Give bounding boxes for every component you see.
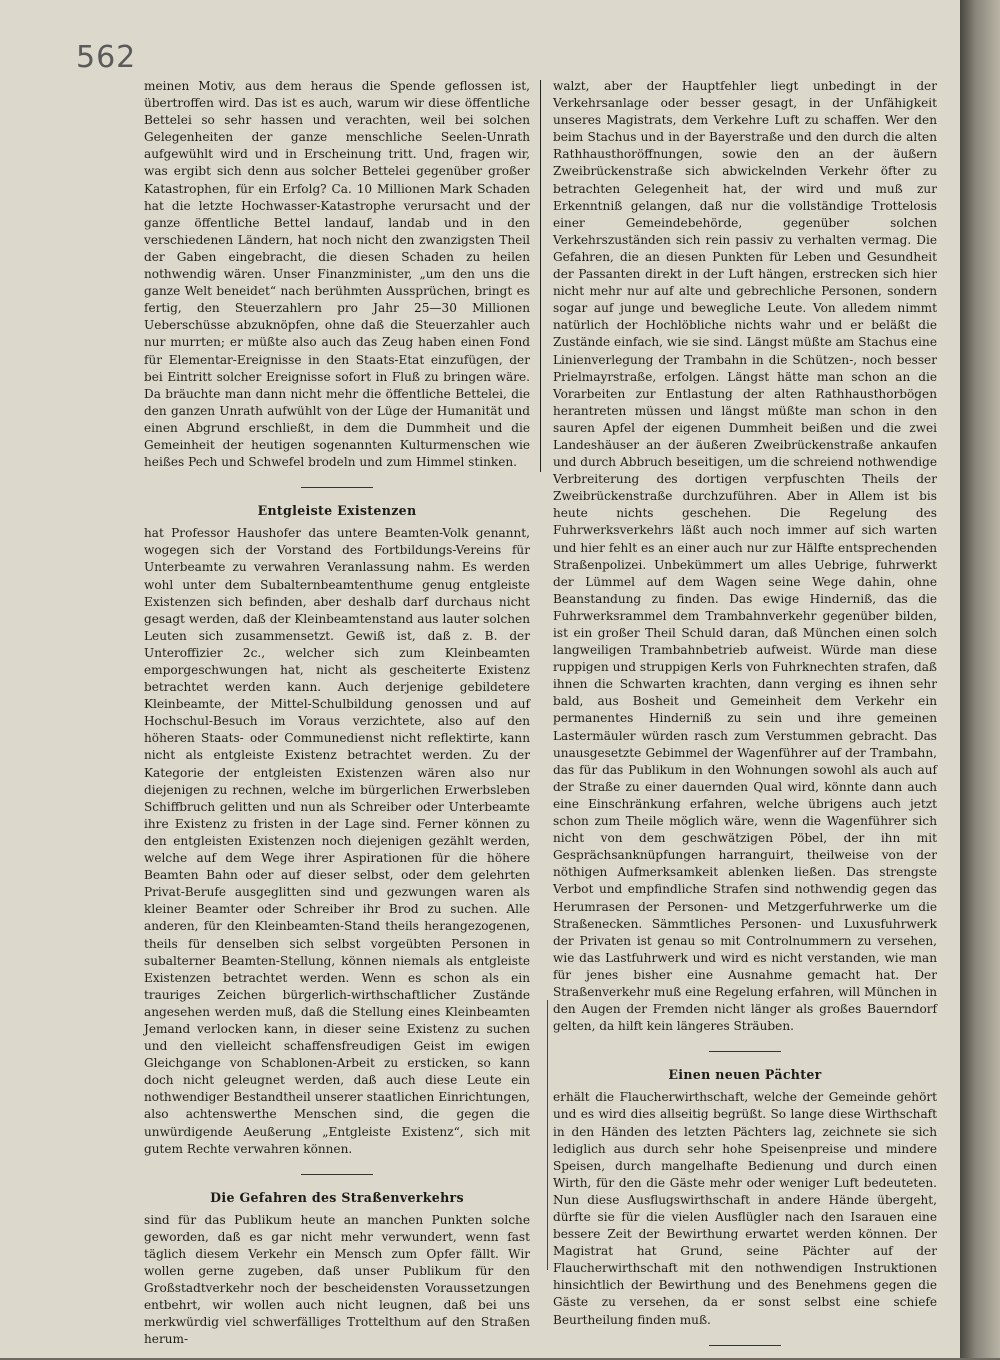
section-divider — [301, 487, 373, 488]
column-rule — [547, 1000, 548, 1270]
article-heading-gefahren-strassenverkehr: Die Gefahren des Straßenverkehrs — [210, 1189, 464, 1205]
section-divider — [709, 1051, 781, 1052]
page-number: 562 — [76, 40, 137, 75]
section-divider — [709, 1345, 781, 1346]
article-heading-entgleiste-existenzen: Entgleiste Existenzen — [257, 503, 417, 519]
intro-paragraph: meinen Motiv, aus dem heraus die Spende geflossen ist, übertroffen wird. Das ist es auch, warum wir diese öffentliche Bettelei so sehr hassen und verachten, weil bei solchen Gelegenheiten der ganze menschliche Seelen-Unrath aufgewühlt wird und in Erscheinung tritt. Und, fragen wir, was ergibt sich denn aus solcher Bettelei gegenüber großer Katastrophen, für ein Erfolg? Ca. 10 Millionen Mark Schaden hat die letzte Hochwasser-Katastrophe verursacht und der ganze öffentliche Bettel landauf, landab und in den verschiedenen Ländern, hat noch nicht den zwanzigsten Theil der Gaben eingebracht, die diesen Schaden zu heilen nothwendig wären. Unser Finanzminister, „um den uns die ganze Welt beneidet“ nach berühmten Aussprüchen, bringt es fertig, den Steuerzahlern pro Jahr 25—30 Millionen Ueberschüsse abzuknöpfen, ohne daß die Steuerzahler auch nur murrten; er müßte also auch das Zeug haben einen Fond für Elementar-Ereignisse in den Staats-Etat einzufügen, der bei Eintritt solcher Ereignisse sofort in Fluß zu bringen wäre. Da bräuchte man dann nicht mehr die öffentliche Bettelei, die den ganzen Unrath aufwühlt von der Lüge der Humanität und einen Abgrund erschließt, in dem die Dummheit und die Gemeinheit der heutigen sogenannten Kulturmenschen wie heißes Pech und Schwefel brodeln und zum Himmel stinken. — [144, 79, 530, 470]
article-heading-neuer-paechter: Einen neuen Pächter — [668, 1067, 822, 1083]
article-text-neuer-paechter: erhält die Flaucherwirthschaft, welche der Gemeinde gehört und es wird dies allseitig begrüßt. So lange diese Wirthschaft in den Händen des letzten Pächters lag, zeichnete sie sich lediglich aus durch sehr hohe Speisenpreise und mindere Speisen, durch mangelhafte Bedienung und durch einen Wirth, für den die Gäste mehr oder weniger Luft bedeuteten. Nun diese Ausflugswirthschaft in andere Hände übergeht, dürfte sie für die vielen Ausflügler nach den Isarauen eine bessere Zeit der Bewirthung erwartet werden können. Der Magistrat hat Grund, seine Pächter auf der Flaucherwirthschaft mit den nothwendigen Instruktionen hinsichtlich der Bewirthung und des Benehmens gegen die Gäste zu versehen, da er sonst selbst eine schiefe Beurtheilung finden muß. — [553, 1090, 937, 1327]
section-divider — [301, 1174, 373, 1175]
right-column — [553, 78, 937, 1360]
article-text-entgleiste-existenzen: hat Professor Haushofer das untere Beamten-Volk genannt, wogegen sich der Vorstand des Fortbildungs-Vereins für Unterbeamte zu verwahren Veranlassung nahm. Es werden wohl unter dem Subalternbeamtenthume genug entgleiste Existenzen sich befinden, aber deshalb darf durchaus nicht gesagt werden, daß der Kleinbeamtenstand aus lauter solchen Leuten sich zusammensetzt. Gewiß ist, daß z. B. der Unteroffizier 2c., welcher sich zum Kleinbeamten emporgeschwungen hat, nicht als gescheiterte Existenz betrachtet werden kann. Auch derjenige gebildetere Kleinbeamte, der Mittel-Schulbildung genossen und auf Hochschul-Besuch im Voraus verzichtete, also auf den höheren Staats- oder Communedienst nicht reflektirte, kann nicht als entgleiste Existenz betrachtet werden. Zu der Kategorie der entgleisten Existenzen wären also nur diejenigen zu rechnen, welche im bürgerlichen Erwerbsleben Schiffbruch gelitten und nun als Schreiber oder Unterbeamte ihre Existenz zu fristen in der Lage sind. Ferner können zu den entgleisten Existenzen noch diejenigen gezählt werden, welche auf dem Wege ihrer Aspirationen für die höhere Beamten Bahn oder auf dieser selbst, oder dem gelehrten Privat-Berufe ausgeglitten sind und gezwungen waren als kleiner Beamter oder Schreiber ihr Brod zu suchen. Alle anderen, für den Kleinbeamten-Stand theils herangezogenen, theils für denselben sich selbst vorgeübten Personen in subalterner Beamten-Stellung, können niemals als entgleiste Existenzen betrachtet werden. Wenn es schon als ein trauriges Zeichen bürgerlich-wirthschaftlicher Zustände angesehen werden muß, daß die Stellung eines Kleinbeamten Jemand verlocken kann, in dieser seine Existenz zu suchen und den vielleicht schaffensfreudigen Geist im ewigen Gleichgange von Schablonen-Arbeit zu ersticken, so kann doch nicht geleugnet werden, daß auch diese Leute ein nothwendiger Bestandtheil unserer staatlichen Einrichtungen, also achtenswerthe Menschen sind, die gegen die unwürdigende Aeußerung „Entgleiste Existenz“, sich mit gutem Rechte verwahren können. — [144, 526, 530, 1156]
column-rule — [540, 80, 541, 472]
left-column — [144, 78, 530, 1349]
page-edge-shadow — [960, 0, 1000, 1358]
article-text-gefahren-strassenverkehr: sind für das Publikum heute an manchen Punkten solche geworden, daß es gar nicht mehr verwundert, wenn fast täglich diesem Verkehr ein Mensch zum Opfer fällt. Wir wollen gerne zugeben, daß unser Publikum für den Großstadtverkehr noch der bescheidensten Voraussetzungen entbehrt, wir wollen auch nicht leugnen, daß bei uns merkwürdig viel schwerfälliges Trottelthum auf den Straßen herum- — [144, 1212, 530, 1347]
continuation-paragraph: walzt, aber der Hauptfehler liegt unbedingt in der Verkehrsanlage oder besser gesagt, in der Unfähigkeit unseres Magistrats, dem Verkehre Luft zu schaffen. Wer den beim Stachus und in der Bayerstraße und den durch die alten Rathhausthoröffnungen, sowie den an der äußern Zweibrückenstraße sich abwickelnden Verkehr öfter zu betrachten Gelegenheit hat, der wird und muß zur Erkenntniß gelangen, daß nur die vollständige Trottelosis einer Gemeindebehörde, gegenüber solchen Verkehrszuständen sich rein passiv zu verhalten vermag. Die Gefahren, die an diesen Punkten für Leben und Gesundheit der Passanten direkt in der Luft hängen, erstrecken sich hier nicht mehr nur auf alte und gebrechliche Personen, sondern sogar auf junge und bewegliche Leute. Von alledem nimmt natürlich der Hochlöbliche nichts wahr und er beläßt die Zustände einfach, wie sie sind. Längst müßte am Stachus eine Linienverlegung der Trambahn in die Schützen-, noch besser Prielmayrstraße, erfolgen. Längst hätte man schon an die Vorarbeiten zur Entlastung der alten Rathhausthorbögen herantreten müssen und längst müßte man schon in den sauren Apfel der eigenen Dummheit beißen und die zwei Landeshäuser an der äußeren Zweibrückenstraße ankaufen und durch Abbruch beseitigen, um die schreiend nothwendige Verbreiterung des dortigen verpfuschten Theils der Zweibrückenstraße durchzuführen. Aber in Allem ist bis heute nichts geschehen. Die Regelung des Fuhrwerksverkehrs läßt auch noch immer auf sich warten und hier fehlt es an einer auch nur zur Hälfte entsprechenden Straßenpolizei. Unbekümmert um alles Uebrige, fuhrwerkt der Lümmel auf dem Wagen seine Wege dahin, ohne Beanstandung zu finden. Das ewige Hinderniß, das die Fuhrwerksrammel dem Trambahnverkehr gegenüber bilden, ist ein großer Theil Schuld daran, daß München einen solch langweiligen Trambahnbetrieb aufweist. Würde man diese ruppigen und struppigen Kerls von Fuhrknechten strafen, daß ihnen die Schwarten krachten, dann verging es ihnen sehr bald, aus Bosheit und Gemeinheit dem Verkehr ein permanentes Hinderniß zu sein und ihre gemeinen Lastermäuler würden rasch zum Verstummen gebracht. Das unausgesetzte Gebimmel der Wagenführer auf der Trambahn, das für das Publikum in den Wohnungen sowohl als auch auf der Straße zu einer dauernden Qual wird, könnte dann auch eine Einschränkung erfahren, welche übrigens auch jetzt schon zum Theile möglich wäre, wenn die Wagenführer sich nicht von dem geschwätzigen Pöbel, der ihn mit Gesprächsanknüpfungen harranguirt, theilweise von der nöthigen Aufmerksamkeit ablenken ließen. Das strengste Verbot und empfindliche Strafen sind nothwendig gegen das Herumrasen der Personen- und Metzgerfuhrwerke um die Straßenecken. Sämmtliches Personen- und Luxusfuhrwerk der Privaten ist genau so mit Controlnummern zu versehen, wie das Lastfuhrwerk und wird es nicht verstanden, wie man für jenes bisher eine Ausnahme gemacht hat. Der Straßenverkehr muß eine Regelung erfahren, will München in den Augen der Fremden nicht länger als großes Bauerndorf gelten, da hilft kein längeres Sträuben. — [553, 79, 937, 1034]
